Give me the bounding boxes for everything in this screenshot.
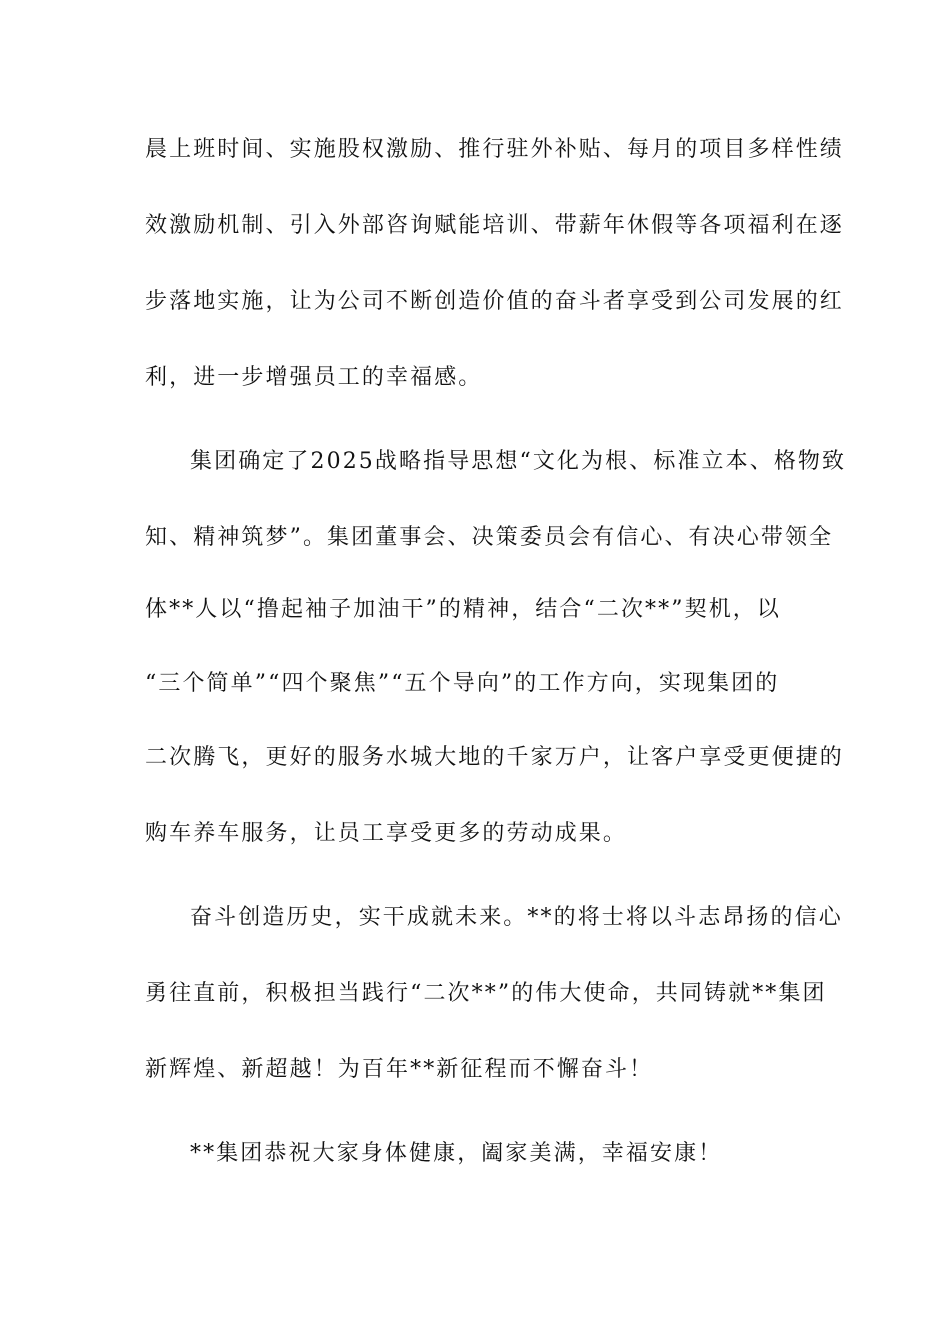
paragraph-1-line-2: 效激励机制、引入外部咨询赋能培训、带薪年休假等各项福利在逐 [145, 213, 844, 238]
paragraph-1-line-1: 晨上班时间、实施股权激励、推行驻外补贴、每月的项目多样性绩 [145, 137, 844, 162]
paragraph-2-line-1: 集团确定了2025战略指导思想“文化为根、标准立本、格物致 [190, 449, 847, 474]
paragraph-1-line-4: 利，进一步增强员工的幸福感。 [145, 365, 483, 390]
paragraph-3-line-1: 奋斗创造历史，实干成就未来。**的将士将以斗志昂扬的信心 [190, 905, 843, 930]
paragraph-2-line-2: 知、精神筑梦”。集团董事会、决策委员会有信心、有决心带领全 [145, 525, 834, 550]
paragraph-1-line-3: 步落地实施，让为公司不断创造价值的奋斗者享受到公司发展的红 [145, 289, 844, 314]
paragraph-2-line-3: 体**人以“撸起袖子加油干”的精神，结合“二次**”契机，以 [145, 597, 781, 622]
paragraph-4-line-1: **集团恭祝大家身体健康，阖家美满，幸福安康！ [190, 1141, 723, 1166]
paragraph-3-line-2: 勇往直前，积极担当践行“二次**”的伟大使命，共同铸就**集团 [145, 981, 827, 1006]
paragraph-2-line-5: 二次腾飞，更好的服务水城大地的千家万户，让客户享受更便捷的 [145, 745, 844, 770]
paragraph-2-line-6: 购车养车服务，让员工享受更多的劳动成果。 [145, 821, 628, 846]
paragraph-3-line-3: 新辉煌、新超越！为百年**新征程而不懈奋斗！ [145, 1057, 654, 1082]
paragraph-2-line-4: “三个简单”“四个聚焦”“五个导向”的工作方向，实现集团的 [145, 671, 780, 696]
